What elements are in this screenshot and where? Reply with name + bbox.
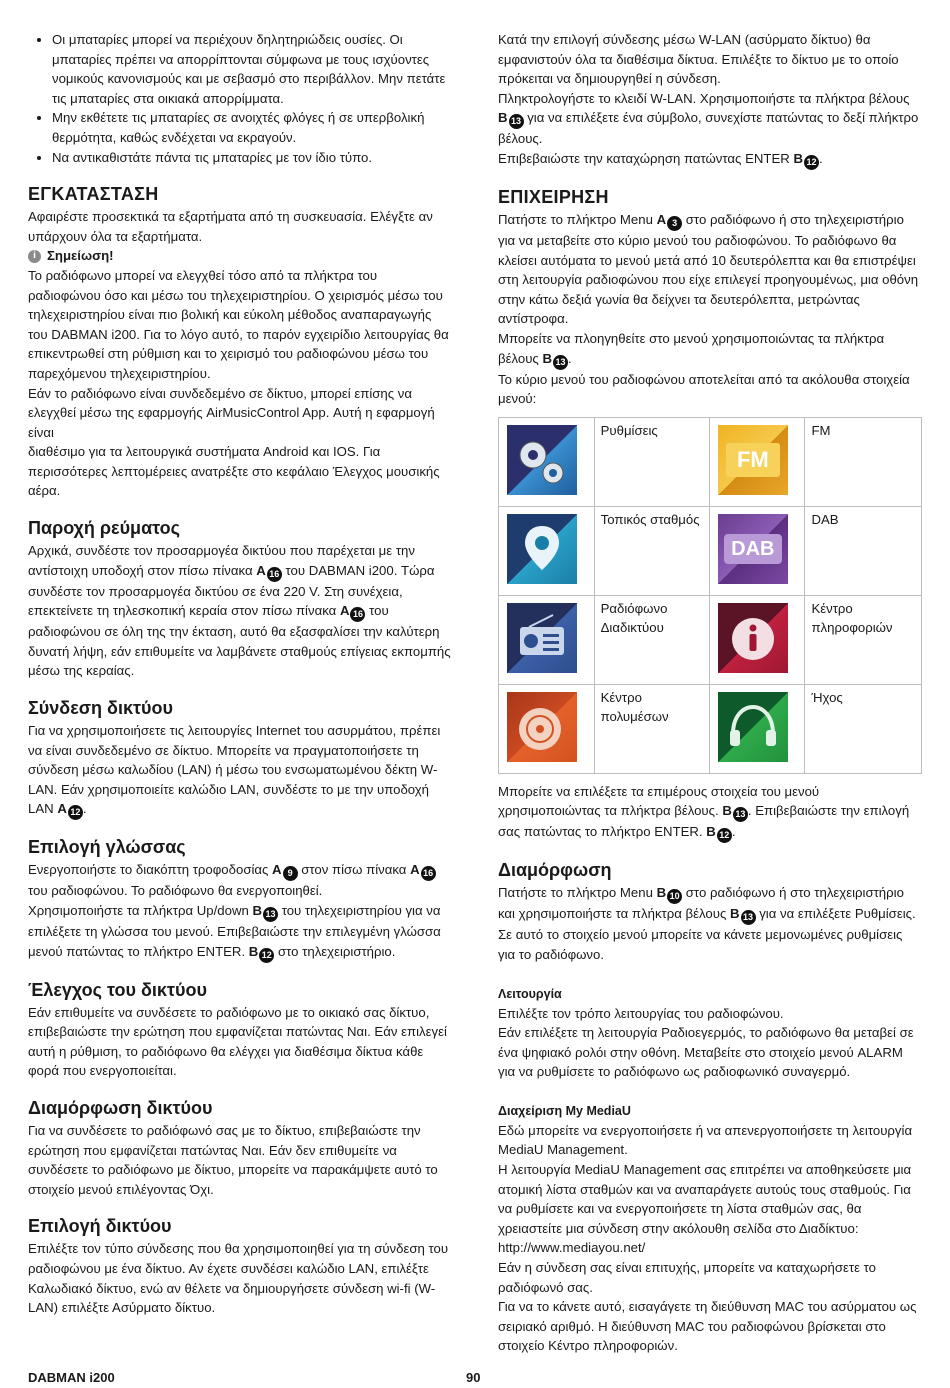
network-select-heading: Επιλογή δικτύου bbox=[28, 1216, 172, 1237]
headphones-icon bbox=[718, 692, 788, 762]
config-paragraph: Σε αυτό το στοιχείο μενού μπορείτε να κάνετε μεμονωμένες ρυθμίσεις για το ραδιόφωνο. bbox=[498, 927, 903, 962]
network-check-heading: Έλεγχος του δικτύου bbox=[28, 979, 207, 1000]
operation-paragraph: Μπορείτε να πλοηγηθείτε στο μενού χρησιμοποιώντας τα πλήκτρα βέλους B 13 . bbox=[498, 329, 922, 370]
network-config-paragraph: Για να συνδέσετε το ραδιόφωνό σας με το δίκτυο, επιβεβαιώστε την ερώτηση που εμφανίζεται πατώντας Ναι. Εάν δεν επιθυμείτε να συνδέσετε το ραδιόφωνο με δίκτυο, μπορείτε να παρακάμψετε αυτό το στοιχείο μενού επιλέγοντας Όχι. bbox=[28, 1122, 438, 1197]
dab-icon bbox=[718, 514, 788, 584]
reference-label: B bbox=[542, 350, 552, 366]
wlan-paragraph: Κατά την επιλογή σύνδεσης μέσω W-LAN (ασύρματο δίκτυο) θα εμφανιστούν όλα τα διαθέσιμα δίκτυα. Επιλέξτε το δίκτυο με το οποίο πρόκειται να δημιουργηθεί η σύνδεση. bbox=[498, 32, 899, 87]
function-paragraph: Εάν επιλέξετε τη λειτουργία Ραδιοεγερμός, το ραδιόφωνο θα μεταβεί σε ένα ψηφιακό ρολόι στην οθόνη. Μεταβείτε στο στοιχείο μενού ALARM για να ρυθμίσετε το ραδιόφωνο ως ραδιοφωνικό συναγερμό. bbox=[498, 1025, 914, 1080]
menu-label: Κέντρο πληροφοριών bbox=[805, 595, 922, 684]
fm-icon-text: FM bbox=[726, 443, 780, 477]
network-check-paragraph: Εάν επιθυμείτε να συνδέσετε το ραδιόφωνο με το οικιακό σας δίκτυο, επιβεβαιώστε την ερώτηση που εμφανίζεται πατώντας Ναι. Εάν επιλεγεί αυτή η ρύθμιση, το ραδιόφωνο θα ελέγχει για διαθέσιμα δίκτυα κάθε φορά που ενεργοποιείται. bbox=[28, 1004, 447, 1079]
reference-number: 13 bbox=[509, 114, 524, 129]
reference-label: B bbox=[248, 943, 259, 959]
table-row bbox=[499, 595, 922, 684]
power-paragraph: Αρχικά, συνδέστε τον προσαρμογέα δικτύου που παρέχεται με την αντίστοιχη υποδοχή στον πίσω πίνακα A 16 του DABMAN i200. Τώρα συνδέστε τον προσαρμογέα δικτύου σε ένα 220 V. Στη συνέχεια, επεκτείνετε τη τηλεσκοπική κεραία στον πίσω πίνακα A 16 του ραδιοφώνου σε όλη της την έκταση, αυτό θα εξασφαλίσει την καλύτερη δυνατή λήψη, εάν επιθυμείτε να λαμβάνετε σταθμούς επίγειας εκπομπής μέσω της κεραίας. bbox=[28, 543, 451, 679]
reference-label: B bbox=[498, 110, 508, 126]
reference-number: 3 bbox=[667, 216, 682, 231]
reference-number: 16 bbox=[267, 567, 282, 582]
network-connection-paragraph: Για να χρησιμοποιήσετε τις λειτουργίες Internet του ασυρμάτου, πρέπει να είναι συνδεδεμένο σε δίκτυο. Μπορείτε να πραγματοποιήσετε τη σύνδεση μέσω καλωδίου (LAN) ή μέσω του ενσωματωμένου δέκτη W-LAN. Εάν χρησιμοποιείτε καλώδιο LAN, συνδέστε το με την υποδοχή LAN A 12 . bbox=[28, 721, 452, 820]
reference-label: B bbox=[793, 150, 803, 166]
note bbox=[28, 246, 452, 266]
installation-paragraph: διαθέσιμο για τα λειτουργικά συστήματα Android και IOS. Για περισσότερες λεπτομέρειες ανατρέξτε στο κεφάλαιο Έλεγχος μουσικής αέρα. bbox=[28, 444, 440, 499]
config-paragraph: Πατήστε το πλήκτρο Menu B 10 στο ραδιόφωνο ή στο τηλεχειριστήριο και χρησιμοποιήστε τα πλήκτρα βέλους B 13 για να επιλέξετε Ρυθμίσεις. bbox=[498, 883, 922, 925]
reference-number: 16 bbox=[350, 607, 365, 622]
power-heading: Παροχή ρεύματος bbox=[28, 518, 181, 539]
function-paragraph: Επιλέξτε τον τρόπο λειτουργίας του ραδιοφώνου. bbox=[498, 1005, 784, 1021]
installation-intro: Αφαιρέστε προσεκτικά τα εξαρτήματα από τη συσκευασία. Ελέγξτε αν υπάρχουν όλα τα εξαρτήματα. bbox=[28, 209, 433, 244]
config-heading: Διαμόρφωση bbox=[498, 860, 612, 881]
menu-label: Τοπικός σταθμός bbox=[594, 506, 709, 595]
reference-number: 13 bbox=[263, 907, 278, 922]
mediau-heading: Διαχείριση My MediaU bbox=[498, 1103, 631, 1118]
reference-label: A bbox=[410, 862, 420, 878]
menu-label: Ραδιόφωνο Διαδικτύου bbox=[594, 595, 709, 684]
right-column bbox=[498, 30, 922, 1356]
reference-number: 9 bbox=[283, 866, 298, 881]
installation-paragraph: Το ραδιόφωνο μπορεί να ελεγχθεί τόσο από τα πλήκτρα του ραδιοφώνου όσο και μέσω του τηλεχειριστηρίου. Ο χειρισμός μέσω του τηλεχειριστηρίου είναι πιο βολική και εύκολη μέθοδος αναπαραγωγής του DABMAN i200. Για το λόγο αυτό, το παρόν εγχειρίδιο λειτουργίας θα επικεντρωθεί στη ρύθμιση και το χειρισμό του ραδιοφώνου μέσω του παρεχόμενου τηλεχειριστηρίου. bbox=[28, 267, 449, 381]
network-connection-heading: Σύνδεση δικτύου bbox=[28, 698, 173, 719]
menu-label: Κέντρο πολυμέσων bbox=[594, 684, 709, 773]
reference-number: 16 bbox=[421, 866, 436, 881]
reference-number: 12 bbox=[259, 948, 274, 963]
fm-icon bbox=[718, 425, 788, 495]
mediau-paragraph: Για να το κάνετε αυτό, εισαγάγετε τη διεύθυνση MAC του ασύρματου ως σειριακό αριθμό. Η διεύθυνση MAC του ραδιοφώνου βρίσκεται στο στοιχείο Κέντρο πληροφοριών. bbox=[498, 1299, 917, 1354]
operation-paragraph: Πατήστε το πλήκτρο Menu A 3 στο ραδιόφωνο ή στο τηλεχειριστήριο για να μεταβείτε στο κύριο μενού του ραδιοφώνου. Το ραδιόφωνο θα κλείσει αυτόματα το μενού μετά από 10 δευτερόλεπτα και θα επιστρέψει στη λειτουργία ραδιοφώνου που είχε επιλεγεί προηγουμένως, μια οθόνη στην κάτω δεξιά γωνία θα δείχνει τα δευτερόλεπτα, μετρώντας αντίστροφα. bbox=[498, 211, 919, 327]
info-center-icon bbox=[718, 603, 788, 673]
menu-label: FM bbox=[805, 417, 922, 506]
mediau-paragraph: Η λειτουργία MediaU Management σας επιτρέπει να αποθηκεύσετε μια ατομική λίστα σταθμών και να αναπαράγετε αυτούς τους σταθμούς. Για να ρυθμίσετε και να ενεργοποιήσετε τη λίστα σταθμών σας, θα χρειαστείτε μια σύνδεση στην ακόλουθη σελίδα στο Διαδίκτυο: http://www.mediayou.net/ bbox=[498, 1162, 912, 1256]
page-number: 90 bbox=[466, 1370, 481, 1385]
menu-label: DAB bbox=[805, 506, 922, 595]
reference-number: 13 bbox=[553, 355, 568, 370]
wlan-paragraph: Επιβεβαιώστε την καταχώρηση πατώντας ENTER B 12 . bbox=[498, 149, 922, 170]
menu-label: Ήχος bbox=[805, 684, 922, 773]
reference-label: B bbox=[706, 824, 716, 840]
note-label: Σημείωση! bbox=[47, 248, 114, 264]
footer-model: DABMAN i200 bbox=[28, 1370, 115, 1385]
menu-label: Ρυθμίσεις bbox=[594, 417, 709, 506]
language-heading: Επιλογή γλώσσας bbox=[28, 837, 186, 858]
operation-paragraph: Το κύριο μενού του ραδιοφώνου αποτελείται από τα ακόλουθα στοιχεία μενού: bbox=[498, 371, 910, 407]
reference-label: A bbox=[256, 562, 266, 578]
table-row bbox=[499, 506, 922, 595]
reference-number: 12 bbox=[68, 805, 83, 820]
menu-selection-paragraph: Μπορείτε να επιλέξετε τα επιμέρους στοιχεία του μενού χρησιμοποιώντας τα πλήκτρα βέλους. B 13 . Επιβεβαιώστε την επιλογή σας πατώντας το πλήκτρο ENTER. B 12 . bbox=[498, 782, 922, 844]
reference-label: B bbox=[252, 903, 263, 918]
mediau-paragraph: Εδώ μπορείτε να ενεργοποιήσετε ή να απενεργοποιήσετε τη λειτουργία MediaU Management. bbox=[498, 1122, 913, 1158]
radio-icon bbox=[507, 603, 577, 673]
operation-heading: ΕΠΙΧΕΙΡΗΣΗ bbox=[498, 186, 609, 207]
info-icon: i bbox=[28, 250, 41, 263]
battery-warnings bbox=[28, 30, 452, 167]
settings-gears-icon bbox=[507, 425, 577, 495]
wlan-paragraph: Πληκτρολογήστε το κλειδί W-LAN. Χρησιμοποιήστε τα πλήκτρα βέλους B 13 για να επιλέξετε ένα σύμβολο, συνεχίστε πατώντας το δεξί πλήκτρο βέλους. bbox=[498, 90, 919, 147]
reference-label: B bbox=[722, 803, 732, 819]
media-disc-icon bbox=[507, 692, 577, 762]
location-pin-icon bbox=[507, 514, 577, 584]
function-heading: Λειτουργία bbox=[498, 986, 562, 1001]
reference-number: 12 bbox=[804, 155, 819, 170]
language-paragraph: Ενεργοποιήστε το διακόπτη τροφοδοσίας A 9 στον πίσω πίνακα A 16 του ραδιοφώνου. Το ραδιόφωνο θα ενεργοποιηθεί. bbox=[28, 860, 452, 901]
reference-number: 13 bbox=[741, 910, 756, 925]
reference-label: A bbox=[339, 603, 350, 619]
mediau-paragraph: Εάν η σύνδεση σας είναι επιτυχής, μπορείτε να καταχωρήσετε το ραδιόφωνό σας. bbox=[498, 1260, 876, 1295]
installation-heading: ΕΓΚΑΤΑΣΤΑΣΗ bbox=[28, 184, 159, 205]
reference-label: A bbox=[272, 862, 282, 878]
reference-label: B bbox=[730, 906, 740, 922]
left-column bbox=[28, 30, 452, 1318]
dab-icon-text: DAB bbox=[724, 534, 782, 564]
network-config-heading: Διαμόρφωση δικτύου bbox=[28, 1097, 213, 1118]
main-menu-table bbox=[498, 417, 922, 774]
list-item: • Να αντικαθιστάτε πάντα τις μπαταρίες με τον ίδιο τύπο. bbox=[52, 148, 452, 168]
list-item: • Οι μπαταρίες μπορεί να περιέχουν δηλητηριώδεις ουσίες. Οι μπαταρίες πρέπει να απορρίπτονται σύμφωνα με τους ισχύοντες νομικούς κανονισμούς και με σεβασμό στο περιβάλλον. Μην πετάτε τις μπαταρίες στα οικιακά απορρίμματα. bbox=[52, 30, 452, 108]
reference-number: 12 bbox=[717, 828, 732, 843]
table-row bbox=[499, 417, 922, 506]
list-item: • Μην εκθέτετε τις μπαταρίες σε ανοιχτές φλόγες ή σε υπερβολική θερμότητα, καθώς ενδέχεται να εκραγούν. bbox=[52, 108, 452, 147]
reference-number: 10 bbox=[667, 889, 682, 904]
reference-label: A bbox=[656, 211, 667, 227]
reference-label: A bbox=[57, 801, 67, 817]
table-row bbox=[499, 684, 922, 773]
network-select-paragraph: Επιλέξτε τον τύπο σύνδεσης που θα χρησιμοποιηθεί για τη σύνδεση του ραδιοφώνου με ένα δίκτυο. Αν έχετε συνδέσει καλώδιο LAN, επιλέξτε Καλωδιακό δίκτυο, ενώ αν θέλετε να δημιουργήσετε σύνδεση wi-fi (W-LAN) επιλέξτε Ασύρματο δίκτυο. bbox=[28, 1241, 449, 1316]
language-paragraph: Χρησιμοποιήστε τα πλήκτρα Up/down B 13 του τηλεχειριστηρίου για να επιλέξετε τη γλώσσα του μενού. Επιβεβαιώστε την επιλεγμένη γλώσσα μενού πατώντας το πλήκτρο ENTER. B 12 στο τηλεχειριστήριο. bbox=[28, 901, 452, 963]
installation-paragraph: Εάν το ραδιόφωνο είναι συνδεδεμένο σε δίκτυο, μπορεί επίσης να ελεγχθεί μέσω της εφαρμογής AirMusicControl App. Αυτή η εφαρμογή είναι bbox=[28, 385, 435, 440]
reference-number: 13 bbox=[733, 807, 748, 822]
reference-label: B bbox=[656, 885, 667, 901]
